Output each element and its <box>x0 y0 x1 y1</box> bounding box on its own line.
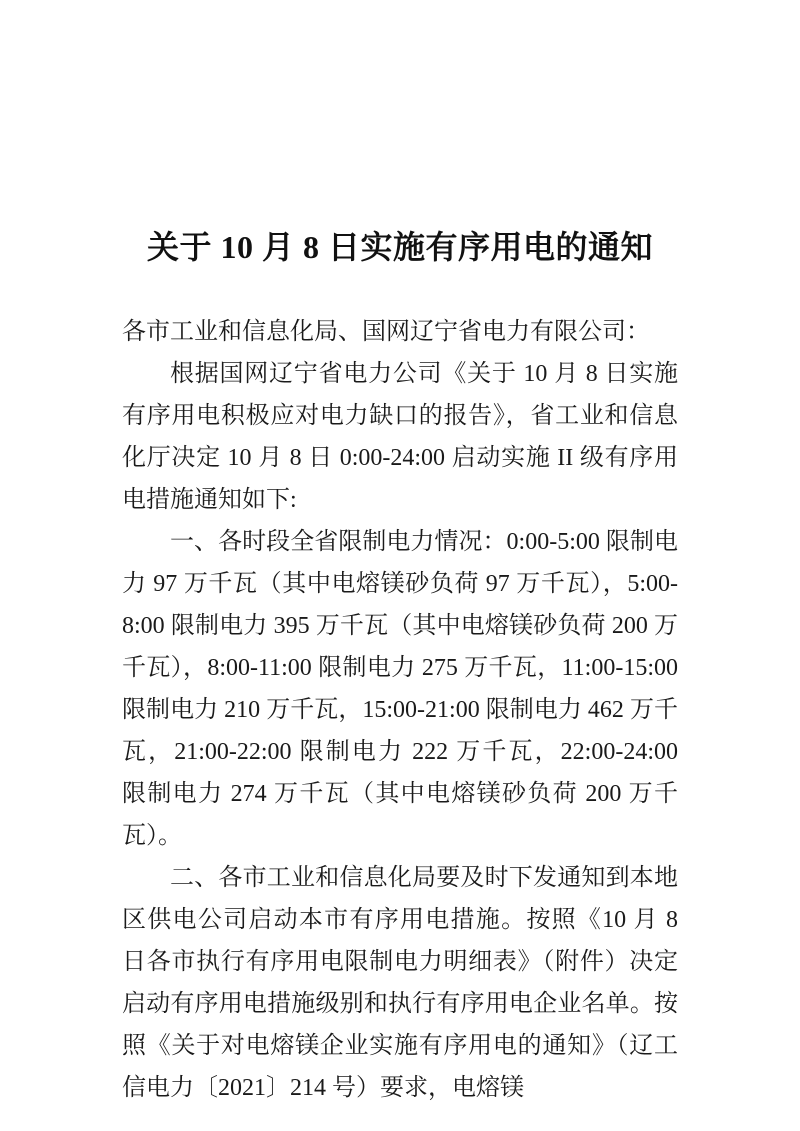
salutation-line: 各市工业和信息化局、国网辽宁省电力有限公司： <box>122 319 650 345</box>
paragraph-city-implementation: 二、各市工业和信息化局要及时下发通知到本地区供电公司启动本市有序用电措施。按照《10 月 8 日各市执行有序用电限制电力明细表》（附件）决定启动有序用电措施级别和执行有序用电企业名单。按照《关于对电熔镁企业实施有序用电的通知》（辽工信电力〔2021〕214 号）要求，电熔镁 <box>122 865 678 1101</box>
document-body <box>122 311 678 1109</box>
paragraph-power-limit-schedule: 一、各时段全省限制电力情况：0:00-5:00 限制电力 97 万千瓦（其中电熔镁砂负荷 97 万千瓦），5:00-8:00 限制电力 395 万千瓦（其中电熔镁砂负荷 200 万千瓦），8:00-11:00 限制电力 275 万千瓦，11:00-15:00 限制电力 210 万千瓦，15:00-21:00 限制电力 462 万千瓦，21:00-22:00 限制电力 222 万千瓦，22:00-24:00 限制电力 274 万千瓦（其中电熔镁砂负荷 200 万千瓦）。 <box>122 529 678 849</box>
document-title: 关于 10 月 8 日实施有序用电的通知 <box>146 229 653 265</box>
paragraph-basis-and-decision: 根据国网辽宁省电力公司《关于 10 月 8 日实施有序用电积极应对电力缺口的报告》，省工业和信息化厅决定 10 月 8 日 0:00-24:00 启动实施 II 级有序用电措施通知如下: <box>122 361 678 513</box>
